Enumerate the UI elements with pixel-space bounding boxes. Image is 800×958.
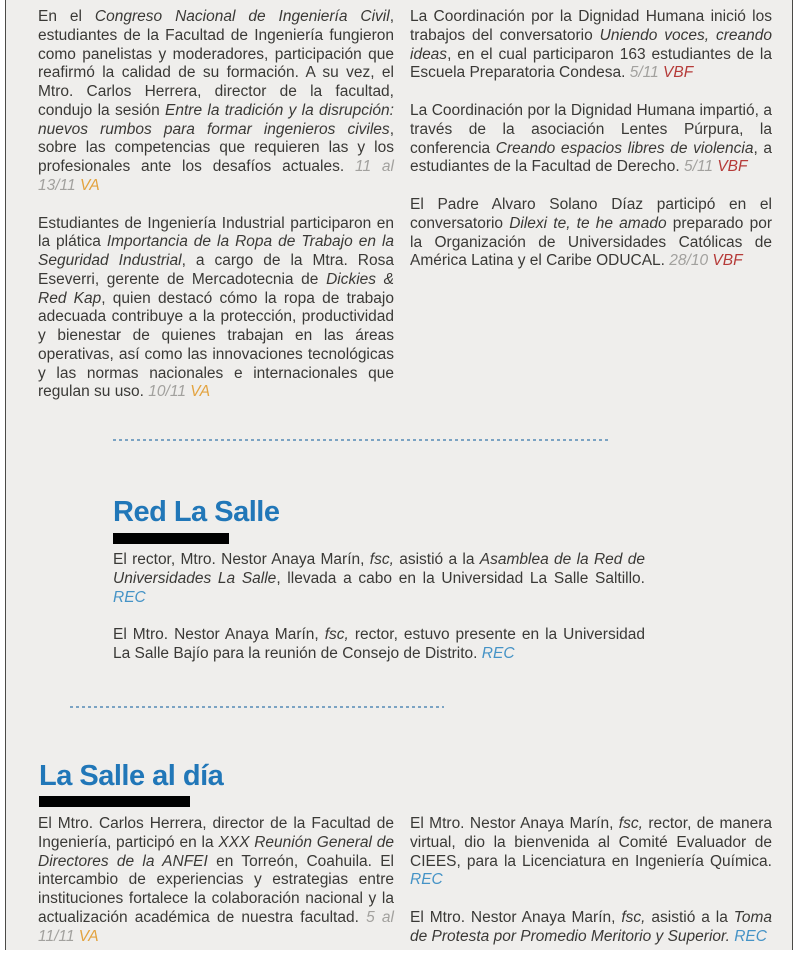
news-paragraph-toma-protesta xyxy=(410,909,772,947)
news-paragraph-uniendo-voces xyxy=(410,8,772,83)
news-paragraph-asamblea-red xyxy=(113,551,645,607)
text-segment: VA xyxy=(79,176,100,194)
text-segment: REC xyxy=(734,927,767,945)
news-paragraph-lentes-purpura xyxy=(410,102,772,177)
section-title-la-salle-al-dia: La Salle al día xyxy=(39,760,224,792)
text-segment: rector, de manera virtual, dio la bienvenida al Comité Evaluador de CIEES, para la Licenciatura en Ingeniería Química. xyxy=(410,815,773,870)
text-segment: En el xyxy=(38,8,95,25)
text-segment: El Mtro. Nestor Anaya Marín, xyxy=(113,626,325,644)
text-segment: Asamblea de la Red de Universidades La Salle xyxy=(113,551,645,587)
text-segment: Toma de Protesta por Promedio Meritorio y Superior. xyxy=(410,909,772,945)
text-segment: Importancia de la Ropa de Trabajo en la Seguridad Industrial xyxy=(38,233,395,269)
text-segment: Entre la tradición y la disrupción: nuevos rumbos para formar ingenieros civiles xyxy=(38,101,394,138)
text-segment: REC xyxy=(410,871,443,889)
text-segment: 28/10 xyxy=(669,252,713,270)
text-segment: Estudiantes de Ingeniería Industrial participaron en la plática xyxy=(38,214,394,251)
red-la-salle-body xyxy=(113,551,645,683)
text-segment: , estudiantes de la Facultad de Ingeniería fungieron como panelistas y moderadores, participación que reafirmó la calidad de su formación. A su vez, el Mtro. Carlos Herrera, director de la facultad, condujo la sesión xyxy=(38,8,394,119)
news-paragraph-consejo-distrito xyxy=(113,626,645,664)
text-segment: en Torreón, Coahuila. El intercambio de experiencias y estrategias entre instituciones fortalece la colaboración nacional y la actualización académica de nuestra facultad. xyxy=(38,852,395,926)
dashed-section-divider xyxy=(113,439,610,441)
text-segment: La Coordinación por la Dignidad Humana inició los trabajos del conversatorio xyxy=(410,8,772,44)
text-segment: 5/11 xyxy=(629,64,664,82)
content-panel xyxy=(5,0,793,950)
text-segment: Creando espacios libres de violencia xyxy=(495,139,754,157)
news-paragraph-congreso-civil xyxy=(38,8,394,196)
text-segment: La Coordinación por la Dignidad Humana impartió, a través de la asociación Lentes Púrpura, la conferencia xyxy=(410,102,772,157)
text-segment: rector, estuvo presente en la Universidad La Salle Bajío para la reunión de Consejo de Distrito. xyxy=(113,626,645,662)
text-segment: , a cargo de la Mtra. Rosa Eseverri, gerente de Mercadotecnia de xyxy=(38,252,394,288)
text-segment: El Padre Alvaro Solano Díaz participó en el conversatorio xyxy=(410,196,772,232)
text-segment: , en el cual participaron 163 estudiantes de la Escuela Preparatoria Condesa. xyxy=(410,45,772,82)
news-paragraph-anfei xyxy=(38,815,394,946)
title-underline-bar xyxy=(39,796,190,807)
text-segment: VA xyxy=(190,383,211,401)
text-segment: REC xyxy=(113,588,146,606)
text-segment: asistió a la xyxy=(645,909,734,926)
text-segment: Dilexi te, te he amado xyxy=(509,214,667,232)
title-underline-bar xyxy=(113,533,229,544)
section-title-red-la-salle: Red La Salle xyxy=(113,496,280,528)
text-segment: XXX Reunión General de Directores de la ANFEI xyxy=(38,833,394,870)
text-segment: El Mtro. Nestor Anaya Marín, xyxy=(410,815,619,832)
text-segment: Congreso Nacional de Ingeniería Civil xyxy=(94,8,390,25)
text-segment: fsc, xyxy=(324,626,349,644)
text-segment: VBF xyxy=(717,158,748,176)
bottom-right-column xyxy=(410,815,772,958)
text-segment: asistió a la xyxy=(393,551,480,568)
news-paragraph-ropa-trabajo xyxy=(38,215,394,403)
text-segment: VBF xyxy=(712,252,743,270)
text-segment: , quien destacó cómo la ropa de trabajo adecuada contribuye a la protección, productividad y bienestar de quienes trabajan en las áreas operativas, así como las innovaciones tecnológicas y las normas nacionales e internacionales que regulan su uso. xyxy=(38,289,394,401)
text-segment: 11 al 13/11 xyxy=(38,158,394,194)
text-segment: VBF xyxy=(663,64,694,82)
text-segment: El Mtro. Nestor Anaya Marín, xyxy=(410,909,622,926)
dashed-section-divider xyxy=(70,706,444,708)
text-segment: , a estudiantes de la Facultad de Derecho. xyxy=(410,139,773,176)
text-segment: preparado por la Organización de Universidades Católicas de América Latina y el Caribe ODUCAL. xyxy=(410,214,772,270)
text-segment: , llevada a cabo en la Universidad La Salle Saltillo. xyxy=(276,569,645,587)
text-segment: Dickies & Red Kap xyxy=(38,270,394,307)
text-segment: 10/11 xyxy=(148,383,191,401)
text-segment: REC xyxy=(481,645,515,662)
news-paragraph-dilexi-te xyxy=(410,196,772,271)
text-segment: VA xyxy=(78,927,99,945)
text-segment: fsc, xyxy=(618,815,643,832)
text-segment: fsc, xyxy=(621,909,646,926)
top-right-column xyxy=(410,8,772,290)
text-segment: fsc, xyxy=(369,551,394,568)
text-segment: 5 al 11/11 xyxy=(38,908,394,945)
text-segment: , sobre las competencias que requieren las y los profesionales ante los desafíos actuales. xyxy=(38,120,394,175)
text-segment: Uniendo voces, creando ideas xyxy=(410,26,772,63)
news-paragraph-ciees xyxy=(410,815,772,890)
text-segment: El rector, Mtro. Nestor Anaya Marín, xyxy=(113,551,370,568)
text-segment: El Mtro. Carlos Herrera, director de la Facultad de Ingeniería, participó en la xyxy=(38,815,394,851)
top-left-column xyxy=(38,8,394,421)
bottom-left-column xyxy=(38,815,394,958)
text-segment: 5/11 xyxy=(684,158,718,176)
